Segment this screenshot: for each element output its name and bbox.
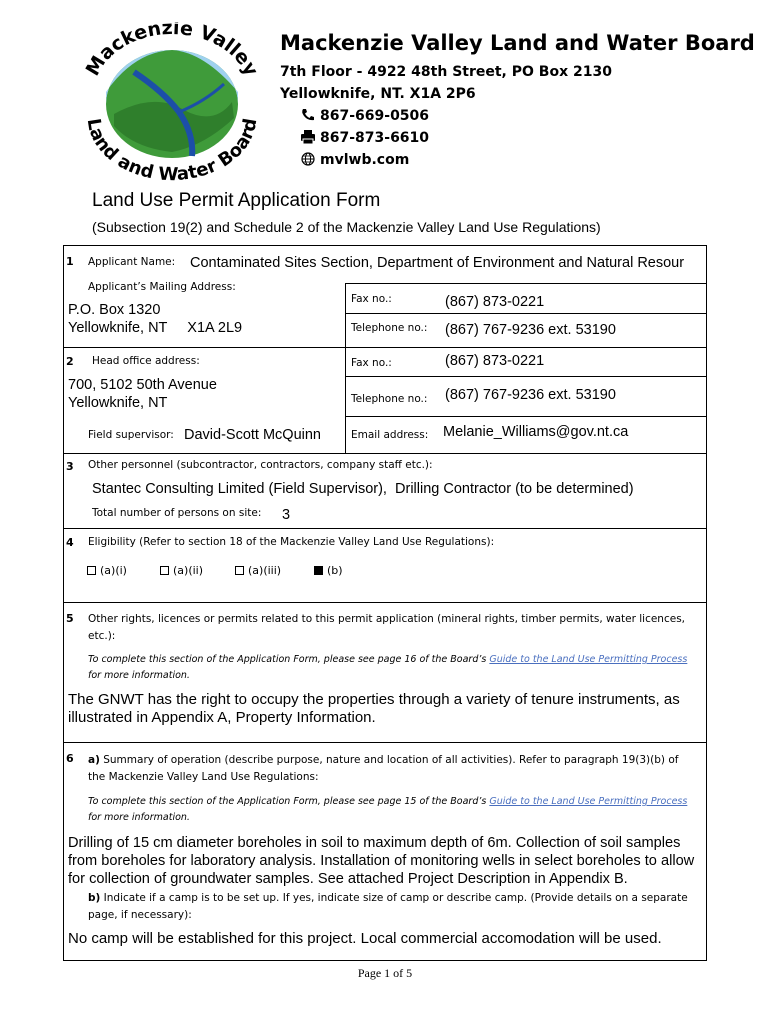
total-persons-label: Total number of persons on site: <box>92 507 262 519</box>
section-3-number: 3 <box>66 460 74 473</box>
s6-guide-note: To complete this section of the Application Form, please see page 15 of the Board’s Guide to the Land Use Permitting Process for more information. <box>88 796 688 823</box>
org-name: Mackenzie Valley Land and Water Board <box>280 31 755 55</box>
section-1-number: 1 <box>66 255 74 268</box>
field-supervisor-field[interactable]: David-Scott McQuinn <box>184 427 321 443</box>
eligibility-option-label: (a)(i) <box>100 564 127 577</box>
col-divider-s2 <box>345 347 346 453</box>
globe-icon <box>300 152 316 166</box>
email-field[interactable]: Melanie_Williams@gov.nt.ca <box>443 424 629 440</box>
form-title: Land Use Permit Application Form <box>92 190 381 211</box>
fax-number: 867-873-6610 <box>320 130 430 146</box>
form-subtitle: (Subsection 19(2) and Schedule 2 of the Mackenzie Valley Land Use Regulations) <box>92 219 601 235</box>
camp-field[interactable]: No camp will be established for this project. Local commercial accomodation will be used. <box>68 930 662 947</box>
eligibility-option-a-i[interactable] <box>87 564 127 577</box>
svg-text:Mackenzie Valley: Mackenzie Valley <box>81 22 263 80</box>
checkbox-a-iii[interactable] <box>235 566 244 575</box>
s1-telephone-field[interactable]: (867) 767-9236 ext. 53190 <box>445 322 616 338</box>
s1-fax-label: Fax no.: <box>351 293 392 305</box>
section-4-number: 4 <box>66 536 74 549</box>
s1-fax-field[interactable]: (867) 873-0221 <box>445 294 545 310</box>
other-personnel-field[interactable]: Stantec Consulting Limited (Field Supervisor), Drilling Contractor (to be determined) <box>92 481 634 497</box>
checkbox-b[interactable] <box>314 566 323 575</box>
fax-icon <box>300 130 316 144</box>
mvlwb-logo <box>74 22 270 182</box>
applicant-name-label: Applicant Name: <box>88 256 176 268</box>
head-office-line-1[interactable]: 700, 5102 50th Avenue <box>68 377 217 393</box>
eligibility-option-label: (a)(iii) <box>248 564 282 577</box>
page-number: Page 1 of 5 <box>357 966 413 980</box>
col-divider-s1 <box>345 283 346 347</box>
row-divider-s2a <box>345 376 707 377</box>
total-persons-field[interactable]: 3 <box>282 507 291 523</box>
section-2-number: 2 <box>66 355 74 368</box>
s1-telephone-label: Telephone no.: <box>351 322 428 334</box>
address-line-1: 7th Floor - 4922 48th Street, PO Box 2130 <box>280 64 612 80</box>
head-office-label: Head office address: <box>92 355 200 367</box>
separator-s3-s4 <box>63 528 707 529</box>
checkbox-a-i[interactable] <box>87 566 96 575</box>
mailing-address-line-2[interactable]: Yellowknife, NT X1A 2L9 <box>68 320 243 336</box>
top-divider-s1 <box>345 283 707 284</box>
summary-operation-field[interactable]: Drilling of 15 cm diameter boreholes in soil to maximum depth of 6m. Collection of soil samples from boreholes for laboratory analysis. Installation of monitoring wells in select boreholes to allow for collection of groundwater samples. See attached Project Description in Appendix B. <box>68 835 695 887</box>
mailing-address-line-1[interactable]: P.O. Box 1320 <box>68 302 161 318</box>
s2-fax-label: Fax no.: <box>351 357 392 369</box>
other-rights-field[interactable]: The GNWT has the right to occupy the properties through a variety of tenure instruments, as illustrated in Appendix A, Property Information. <box>68 691 680 726</box>
other-rights-label: Other rights, licences or permits related to this permit application (mineral rights, timber permits, water licences, etc.): <box>88 613 686 642</box>
phone-row <box>300 108 429 124</box>
s6-guide-link[interactable]: Guide to the Land Use Permitting Process <box>489 796 688 807</box>
checkbox-a-ii[interactable] <box>160 566 169 575</box>
field-supervisor-label: Field supervisor: <box>88 429 174 441</box>
phone-number: 867-669-0506 <box>320 108 430 124</box>
eligibility-label: Eligibility (Refer to section 18 of the Mackenzie Valley Land Use Regulations): <box>88 536 495 548</box>
s2-telephone-field[interactable]: (867) 767-9236 ext. 53190 <box>445 387 616 403</box>
eligibility-option-label: (b) <box>327 564 343 577</box>
website-link[interactable]: mvlwb.com <box>320 152 410 168</box>
section-5-number: 5 <box>66 612 74 625</box>
other-personnel-label: Other personnel (subcontractor, contractors, company staff etc.): <box>88 459 433 471</box>
s2-fax-field[interactable]: (867) 873-0221 <box>445 353 545 369</box>
eligibility-option-a-iii[interactable] <box>235 564 281 577</box>
separator-s2-s3 <box>63 453 707 454</box>
s5-guide-note: To complete this section of the Application Form, please see page 16 of the Board’s Guide to the Land Use Permitting Process for more information. <box>88 654 688 681</box>
s5-guide-link[interactable]: Guide to the Land Use Permitting Process <box>489 654 688 665</box>
head-office-line-2[interactable]: Yellowknife, NT <box>68 395 168 411</box>
svg-text:Land and Water Board: Land and Water Board <box>82 116 262 182</box>
camp-label: b) Indicate if a camp is to be set up. If yes, indicate size of camp or describe camp. (Provide details on a separate page, if necessary): <box>88 892 688 921</box>
summary-operation-label: a) Summary of operation (describe purpose, nature and location of all activities). Refer to paragraph 19(3)(b) of the Mackenzie Valley Land Use Regulations: <box>88 754 679 783</box>
website-row <box>300 152 409 168</box>
fax-row <box>300 130 429 146</box>
row-divider-s2b <box>345 416 707 417</box>
s2-telephone-label: Telephone no.: <box>351 393 428 405</box>
section-6-number: 6 <box>66 752 74 765</box>
row-divider-s1 <box>345 313 707 314</box>
applicant-name-field[interactable]: Contaminated Sites Section, Department of Environment and Natural Resour <box>190 255 685 271</box>
address-line-2: Yellowknife, NT. X1A 2P6 <box>280 86 476 102</box>
email-label: Email address: <box>351 429 429 441</box>
separator-s1-s2 <box>63 347 707 348</box>
separator-s4-s5 <box>63 602 707 603</box>
eligibility-option-label: (a)(ii) <box>173 564 204 577</box>
separator-s5-s6 <box>63 742 707 743</box>
eligibility-option-a-ii[interactable] <box>160 564 203 577</box>
eligibility-option-b[interactable] <box>314 564 343 577</box>
phone-icon <box>300 108 316 122</box>
mailing-address-label: Applicant’s Mailing Address: <box>88 281 236 293</box>
